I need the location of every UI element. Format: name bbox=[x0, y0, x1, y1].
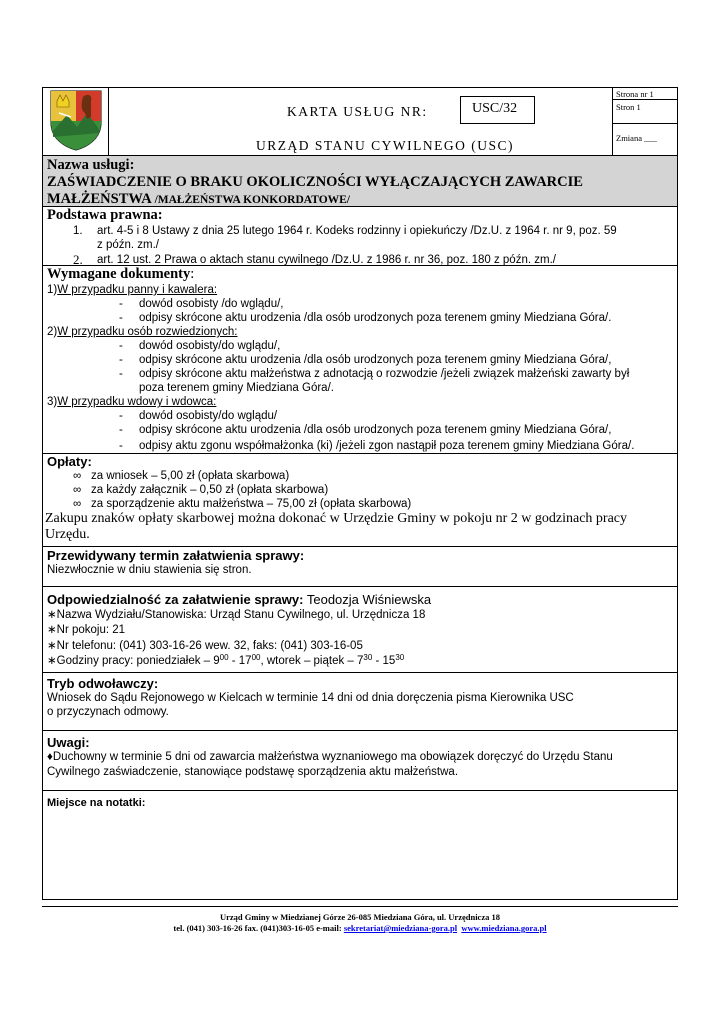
footer-contact: tel. (041) 303-16-26 fax. (041)303-16-05 e-mail: sekretariat@miedziana-gora.pl www.miedziana.gora.pl bbox=[173, 923, 547, 933]
document-item: - odpisy skrócone aktu małżeństwa z adnotacją o rozwodzie /jeżeli związek małżeński zawarty był bbox=[119, 368, 630, 380]
footer bbox=[42, 912, 678, 934]
phone-number: ∗Nr telefonu: (041) 303-16-26 wew. 32, faks: (041) 303-16-05 bbox=[47, 639, 363, 652]
responsible-section bbox=[42, 587, 678, 673]
page-count: Stron 1 bbox=[616, 102, 641, 112]
appeal-label: Tryb odwoławczy: bbox=[47, 676, 159, 691]
notes-label: Miejsce na notatki: bbox=[47, 797, 146, 809]
document-item: - odpisy skrócone aktu urodzenia /dla osób urodzonych poza terenem gminy Miedziana Góra/, bbox=[119, 424, 612, 436]
card-number-box bbox=[460, 96, 535, 124]
change-field: Zmiana ___ bbox=[616, 133, 657, 143]
remarks-section bbox=[42, 731, 678, 791]
legal-basis-section bbox=[42, 207, 678, 266]
fee-item: ∞ za każdy załącznik – 0,50 zł (opłata skarbowa) bbox=[73, 484, 329, 496]
card-number: USC/32 bbox=[472, 101, 518, 116]
service-label: Nazwa usługi: bbox=[47, 157, 135, 173]
document-item: - odpisy skrócone aktu urodzenia /dla osób urodzonych poza terenem gminy Miedziana Góra/, bbox=[119, 354, 612, 366]
deadline-label: Przewidywany termin załatwienia sprawy: bbox=[47, 548, 305, 563]
office-title: URZĄD STANU CYWILNEGO (USC) bbox=[256, 138, 515, 153]
service-section bbox=[42, 155, 678, 207]
responsible-name: Teodozja Wiśniewska bbox=[306, 592, 432, 607]
fees-section bbox=[42, 454, 678, 547]
document-item: - odpisy aktu zgonu współmałżonka (ki) /jeżeli zgon nastąpił poza terenem gminy Miedziana Góra/. bbox=[119, 440, 635, 452]
room-number: ∗Nr pokoju: 21 bbox=[47, 624, 126, 636]
service-title-line2: MAŁŻEŃSTWA /MAŁŻEŃSTWA KONKORDATOWE/ bbox=[47, 191, 351, 207]
page-number: Strona nr 1 bbox=[616, 89, 654, 99]
website-link[interactable]: www.miedziana.gora.pl bbox=[461, 923, 547, 933]
appeal-section bbox=[42, 673, 678, 731]
fees-label: Opłaty: bbox=[47, 454, 92, 469]
legal-basis-label: Podstawa prawna: bbox=[47, 207, 163, 223]
legal-basis-item: 1. art. 4-5 i 8 Ustawy z dnia 25 lutego 1964 r. Kodeks rodzinny i opiekuńczy /Dz.U. z 1964 r. nr 9, poz. 59 z późn. zm./ bbox=[73, 225, 617, 251]
appeal-text: Wniosek do Sądu Rejonowego w Kielcach w terminie 14 dni od dnia doręczenia pisma Kierownika USC bbox=[47, 692, 574, 704]
documents-group-title: 3)W przypadku wdowy i wdowca: bbox=[47, 396, 217, 408]
fees-note: Zakupu znaków opłaty skarbowej można dokonać w Urzędzie Gminy w pokoju nr 2 w godzinach pracy Urzędu. bbox=[45, 511, 627, 542]
document-item: - dowód osobisty /do wglądu/, bbox=[119, 298, 284, 310]
email-link[interactable]: sekretariat@miedziana-gora.pl bbox=[343, 923, 458, 933]
footer-address: Urząd Gminy w Miedzianej Górze 26-085 Miedziana Góra, ul. Urzędnicza 18 bbox=[220, 912, 500, 922]
documents-group-title: 1)W przypadku panny i kawalera: bbox=[47, 284, 218, 296]
document-item: - odpisy skrócone aktu urodzenia /dla osób urodzonych poza terenem gminy Miedziana Góra/. bbox=[119, 312, 612, 324]
department: ∗Nazwa Wydziału/Stanowiska: Urząd Stanu Cywilnego, ul. Urzędnicza 18 bbox=[47, 608, 426, 621]
appeal-text-continued: o przyczynach odmowy. bbox=[47, 706, 169, 718]
deadline-text: Niezwłocznie w dniu stawienia się stron. bbox=[47, 564, 252, 576]
fee-item: ∞ za wniosek – 5,00 zł (opłata skarbowa) bbox=[73, 470, 290, 482]
responsible-label: Odpowiedzialność za załatwienie sprawy: bbox=[47, 592, 304, 607]
documents-section bbox=[42, 266, 678, 454]
card-label: KARTA USŁUG NR: bbox=[287, 104, 428, 119]
notes-section bbox=[42, 791, 678, 900]
documents-label: Wymagane dokumenty: bbox=[47, 266, 195, 282]
remarks-label: Uwagi: bbox=[47, 735, 90, 750]
service-title: ZAŚWIADCZENIE O BRAKU OKOLICZNOŚCI WYŁĄCZAJĄCYCH ZAWARCIE bbox=[47, 174, 583, 190]
document-item-continued: poza terenem gminy Miedziana Góra/. bbox=[139, 382, 334, 394]
responsible-line bbox=[47, 592, 677, 608]
fee-item: ∞ za sporządzenie aktu małżeństwa – 75,00 zł (opłata skarbowa) bbox=[73, 498, 412, 510]
deadline-section bbox=[42, 547, 678, 587]
document-item: - dowód osobisty/do wglądu/ bbox=[119, 410, 278, 422]
documents-group-title: 2)W przypadku osób rozwiedzionych: bbox=[47, 326, 238, 338]
office-hours: ∗Godziny pracy: poniedziałek – $9^{00} - 17^{00}$, wtorek – piątek – $7^{30} - 15^{30}$ bbox=[47, 653, 405, 667]
document-item: - dowód osobisty/do wglądu/, bbox=[119, 340, 281, 352]
legal-basis-item: 2. art. 12 ust. 2 Prawa o aktach stanu cywilnego /Dz.U. z 1986 r. nr 36, poz. 180 z późn. zm./ bbox=[73, 252, 556, 267]
remarks-text-continued: Cywilnego zaświadczenie, stanowiące podstawę sporządzenia aktu małżeństwa. bbox=[47, 766, 459, 778]
service-subtitle: /MAŁŻEŃSTWA KONKORDATOWE/ bbox=[154, 194, 351, 206]
coat-of-arms-logo bbox=[47, 89, 105, 151]
remarks-text: ♦Duchowny w terminie 5 dni od zawarcia małżeństwa wyznaniowego ma obowiązek doręczyć do Urzędu Stanu bbox=[47, 751, 613, 763]
